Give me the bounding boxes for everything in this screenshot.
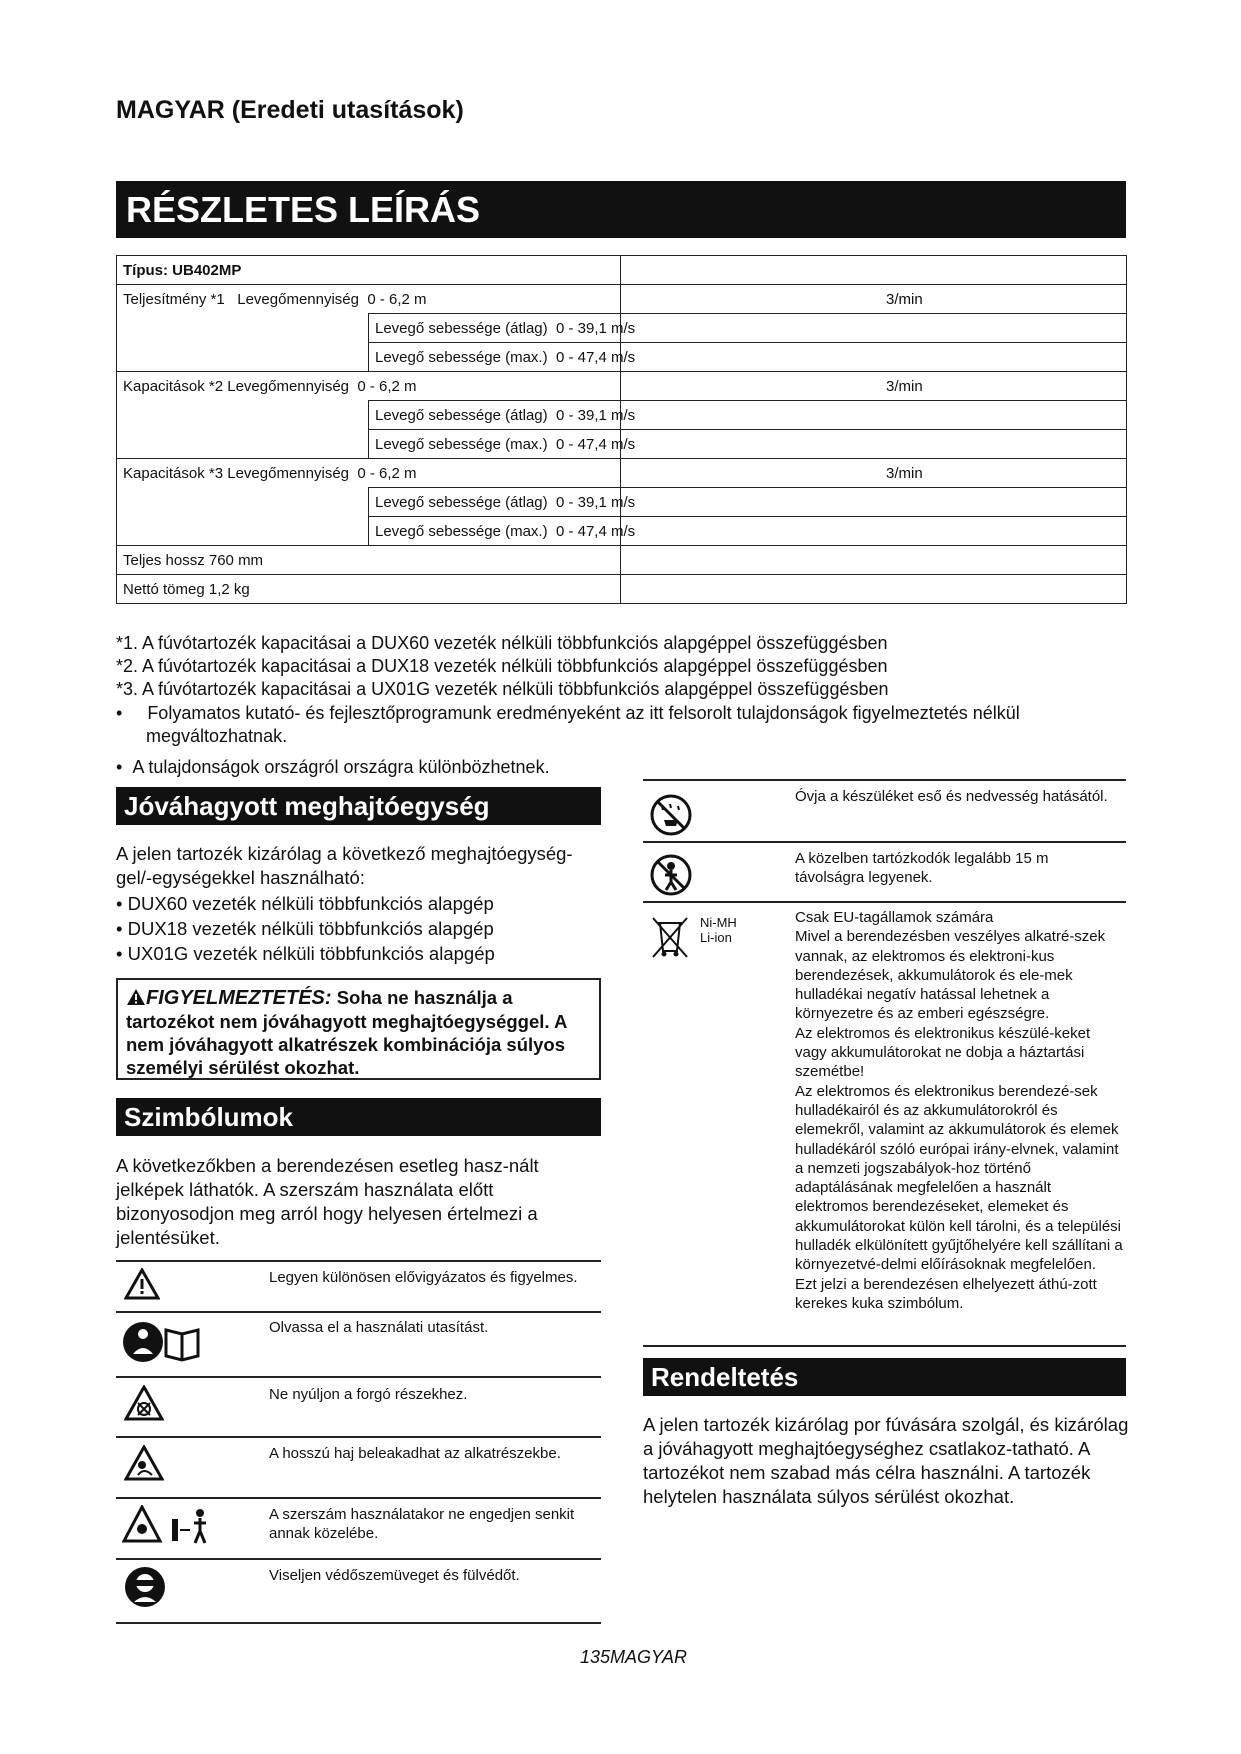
weee-text: Csak EU-tagállamok számára Mivel a berendezésben veszélyes alkatré-szek vannak, az elektromos és elektroni-kus berendezések, akkumulátorok és ele-mek hulladékai negatív hatással lehetnek a környezetre és az emberi egészségre. Az elektromos és elektronikus készülé-keket vagy akkumulátorokat ne dobja a háztartási szemétbe! Az elektromos és elektronikus berendezé-sek hulladékairól és az akkumulátorokról és elemekről, valamint az akkumulátorok és elemek hulladékáról szóló európai irány-elvnek, valamint a nemzeti jogszabályok-hoz történő adaptálásának megfelelően a használt elektromos berendezéseket, elemeket és akkumulátorokat külön kell tárolni, és a települési hulladék elkülönített gyűjtőhelyére kell szállítani a környezetvé-delmi előírásoknak megfelelően. Ezt jelzi a berendezésen elhelyezett áthú-zott kerekes kuka szimbólum. [795,909,1123,1312]
symbol-text: A szerszám használatakor ne engedjen senkit annak közelébe. [269,1506,575,1542]
table-row: Levegő sebessége (átlag) 0 - 39,1 m/s [117,314,1127,343]
symbols-intro: A következőkben a berendezésen esetleg hasz-nált jelképek láthatók. A szerszám használata előtt bizonyosodjon meg arról hogy helyesen értelmezi a jelentésüket. [116,1155,539,1248]
page-number: 135MAGYAR [580,1647,688,1667]
table-row: Levegő sebessége (max.) 0 - 47,4 m/s [117,430,1127,459]
read-manual-icon [122,1320,202,1364]
long-hair-icon [124,1445,164,1481]
note-2: • A tulajdonságok országról országra különbözhetnek. [116,757,550,777]
spec-table [116,255,1127,604]
symbol-text: A hosszú haj beleakadhat az alkatrészekbe. [269,1445,561,1462]
approved-list [116,891,495,966]
capacity2-cell: Kapacitások *2 Levegőmennyiség 0 - 6,2 m [117,372,621,401]
type-cell: Típus: UB402MP [117,256,621,285]
crossed-out-bin-icon [650,915,690,959]
no-rain-icon [650,794,692,836]
approved-intro: A jelen tartozék kizárólag a következő meghajtóegység-gel/-egységekkel használható: [116,843,573,888]
warning-triangle-icon [124,1268,160,1300]
length-cell: Teljes hossz 760 mm [117,546,621,575]
list-item: • UX01G vezeték nélküli többfunkciós alapgép [116,941,495,966]
performance-cell: Teljesítmény *1 Levegőmennyiség 0 - 6,2 m [117,285,621,314]
symbol-text: A közelben tartózkodók legalább 15 m távolságra legyenek. [795,850,1049,886]
weight-cell: Nettó tömeg 1,2 kg [117,575,621,604]
symbol-text: Olvassa el a használati utasítást. [269,1319,489,1336]
table-row [117,575,1127,604]
section-banner: RÉSZLETES LEÍRÁS [116,181,1126,238]
battery-type-label: Li-ion [700,930,732,945]
table-row: Teljesítmény *1 Levegőmennyiség 0 - 6,2 m 3/min [117,285,1127,314]
eye-ear-protection-icon [124,1566,166,1608]
footnote-1: *1. A fúvótartozék kapacitásai a DUX60 vezeték nélküli többfunkciós alapgéppel összefüggésben [116,633,888,653]
list-item: • DUX60 vezeték nélküli többfunkciós alapgép [116,891,495,916]
language-title: MAGYAR (Eredeti utasítások) [116,96,464,124]
footnote-2: *2. A fúvótartozék kapacitásai a DUX18 vezeték nélküli többfunkciós alapgéppel összefüggésben [116,656,888,676]
table-row: Kapacitások *2 Levegőmennyiség 0 - 6,2 m 3/min [117,372,1127,401]
warning-box: FIGYELMEZTETÉS: Soha ne használja a tartozékot nem jóváhagyott meghajtóegységgel. A nem jóváhagyott alkatrészek kombinációja súlyos személyi sérülést okozhat. [116,978,601,1080]
table-row [117,256,1127,285]
approved-heading: Jóváhagyott meghajtóegység [116,787,601,825]
footnote-3: *3. A fúvótartozék kapacitásai a UX01G vezeték nélküli többfunkciós alapgéppel összefüggésben [116,679,889,699]
keep-bystanders-away-icon [122,1505,212,1545]
note-1: • Folyamatos kutató- és fejlesztőprogramunk eredményeként az itt felsorolt tulajdonságok figyelmeztetés nélkül megváltozhatnak. [116,703,1020,746]
symbols-heading: Szimbólumok [116,1098,601,1136]
intended-use-heading: Rendeltetés [643,1358,1126,1396]
table-row: Levegő sebessége (max.) 0 - 47,4 m/s [117,343,1127,372]
symbol-text: Óvja a készüléket eső és nedvesség hatásától. [795,788,1108,805]
capacity3-cell: Kapacitások *3 Levegőmennyiség 0 - 6,2 m [117,459,621,488]
warning-triangle-icon [126,988,146,1006]
table-row: Levegő sebessége (max.) 0 - 47,4 m/s [117,517,1127,546]
symbol-text: Legyen különösen elővigyázatos és figyelmes. [269,1269,578,1286]
table-row [117,546,1127,575]
symbol-text: Ne nyúljon a forgó részekhez. [269,1386,468,1403]
table-row: Levegő sebessége (átlag) 0 - 39,1 m/s [117,401,1127,430]
battery-type-label: Ni-MH [700,915,737,930]
intended-use-text: A jelen tartozék kizárólag por fúvására szolgál, és kizárólag a jóváhagyott meghajtóegységhez csatlakoz-tatható. A tartozékot nem szabad más célra használni. A tartozék helytelen használata súlyos sérülést okozhat. [643,1414,1129,1507]
table-row: Kapacitások *3 Levegőmennyiség 0 - 6,2 m 3/min [117,459,1127,488]
keep-distance-icon [650,854,692,896]
list-item: • DUX18 vezeték nélküli többfunkciós alapgép [116,916,495,941]
rotating-parts-icon [124,1385,164,1421]
symbol-text: Viseljen védőszemüveget és fülvédőt. [269,1567,520,1584]
table-row: Levegő sebessége (átlag) 0 - 39,1 m/s [117,488,1127,517]
